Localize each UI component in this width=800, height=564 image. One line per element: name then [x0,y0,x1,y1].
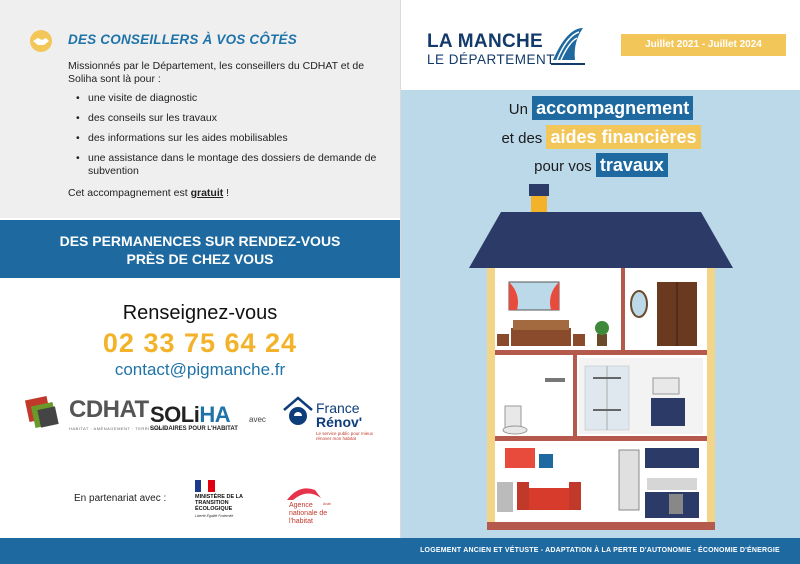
advisors-section [0,0,400,218]
headline-line-2 [401,125,800,149]
anah-logo [275,480,335,528]
right-panel [400,0,800,538]
services-list [76,92,396,185]
cdhat-wordmark: CDHAT [69,396,149,423]
headline-highlight: accompagnement [532,96,693,120]
headline-line-3 [401,153,800,177]
sail-emblem-icon [549,24,587,68]
free-notice [68,187,229,199]
ministry-logo [195,480,275,528]
soliha-tagline: SOLIDAIRES POUR L'HABITAT [150,426,238,432]
house-roof-icon [280,392,316,428]
soliha-part-a: SOLi [150,402,200,427]
headline-text: pour vos [534,158,596,175]
anah-short: Anah [323,502,332,506]
ministry-name: MINISTÈRE DE LA TRANSITION ÉCOLOGIQUE [195,494,243,512]
footer-text: LOGEMENT ANCIEN ET VÉTUSTE - ADAPTATION À LA PERTE D'AUTONOMIE - ÉCONOMIE D'ÉNERGIE [420,547,780,554]
la-manche-logo [427,32,555,68]
avec-label: avec [249,415,266,424]
headline-text: et des [501,130,547,147]
headline-text: Un [508,101,533,118]
partners-label: En partenariat avec : [74,493,167,504]
free-word: gratuit [190,187,224,199]
free-suffix: ! [223,187,230,199]
anah-name: Agence nationale de l'habitat [289,502,328,525]
renov-tagline: Le service public pour mieux rénover mon habitat [316,431,374,441]
headline-line-1 [401,96,800,120]
headline-highlight: travaux [596,153,668,177]
section-title: DES CONSEILLERS À VOS CÔTÉS [68,32,297,47]
list-item: • une visite de diagnostic [76,92,396,105]
free-prefix: Cet accompagnement est [68,187,188,199]
phone-number[interactable]: 02 33 75 64 24 [102,328,298,358]
intro-text: Missionnés par le Département, les conseillers du CDHAT et de Soliha sont là pour : [68,60,365,85]
handshake-icon [28,30,54,52]
list-item: • des conseils sur les travaux [76,112,396,125]
france-label: France [316,400,360,416]
email-link[interactable]: contact@pigmanche.fr [114,360,286,379]
cdhat-emblem-icon [25,392,69,432]
banner-line-1: DES PERMANENCES SUR RENDEZ-VOUS [59,233,341,249]
brand-subtitle: LE DÉPARTEMENT [427,52,556,67]
headline-highlight: aides financières [546,125,700,149]
soliha-wordmark [150,402,250,428]
anah-swoosh-icon [285,484,325,502]
renov-label: Rénov' [316,414,363,430]
banner-line-2: PRÈS DE CHEZ VOUS [126,251,274,267]
soliha-part-b: HA [199,402,231,427]
france-renov-logo [278,388,388,444]
soliha-logo [150,402,250,436]
list-item: • une assistance dans le montage des dossiers de demande de subvention [76,152,396,178]
list-item: • des informations sur les aides mobilisables [76,132,396,145]
cdhat-tagline: HABITAT · AMÉNAGEMENT · TERRITOIRES [69,426,168,431]
footer-band [0,538,800,564]
left-panel [0,0,400,538]
marianne-flag-icon [195,480,215,492]
ministry-motto: Liberté Égalité Fraternité [195,514,234,518]
date-badge: Juillet 2021 - Juillet 2024 [621,34,786,56]
contact-title: Renseignez-vous [122,302,278,324]
brand-title: LA MANCHE [427,31,543,52]
house-illustration [461,182,741,534]
appointments-banner [0,220,400,278]
cdhat-logo [25,388,168,438]
